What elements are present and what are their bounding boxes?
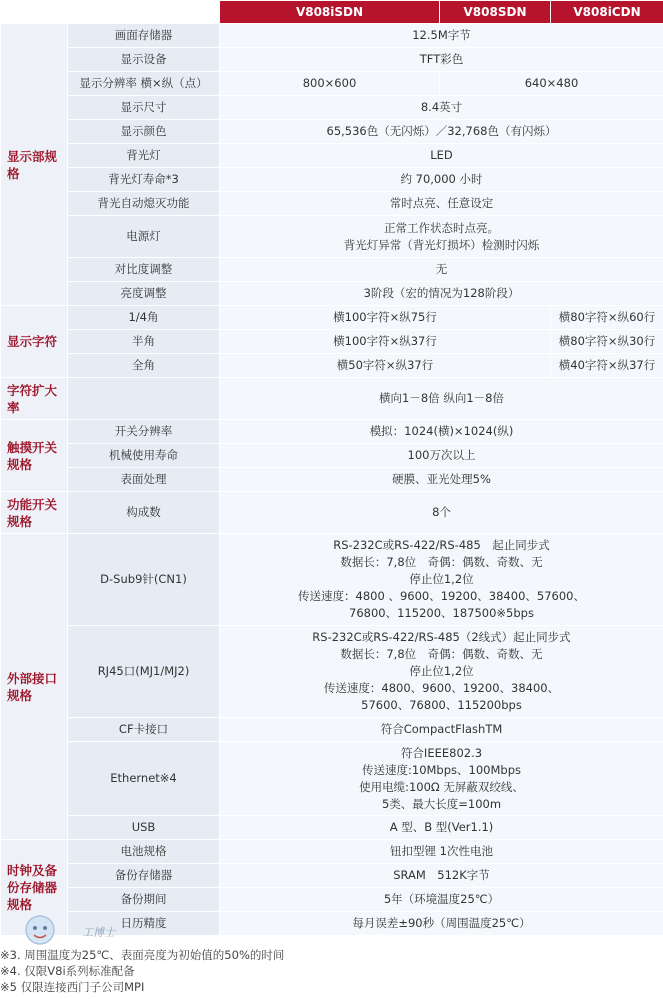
table-row <box>1 282 663 306</box>
row-value: 每月误差±90秒（周围温度25℃） <box>220 912 663 936</box>
value-line: 停止位1,2位 <box>409 664 474 678</box>
row-label: 电源灯 <box>68 216 220 258</box>
value-line: 正常工作状态时点亮。 <box>384 220 499 235</box>
category-zoom: 字符扩大率 <box>1 378 68 420</box>
table-row <box>1 468 663 492</box>
table-row <box>1 258 663 282</box>
row-label: 备份期间 <box>68 888 220 912</box>
value-line: RS-232C或RS-422/RS-485（2线式）起止同步式 <box>312 630 571 644</box>
row-value: 横80字符×纵60行 <box>551 306 663 330</box>
model-v808icdn: V808iCDN <box>551 1 663 24</box>
row-value: 800×600 <box>220 72 440 96</box>
table-row <box>1 888 663 912</box>
table-row <box>1 864 663 888</box>
table-row <box>1 96 663 120</box>
row-value: 12.5M字节 <box>220 24 663 48</box>
table-row <box>1 192 663 216</box>
value-line: 使用电缆:100Ω 无屏蔽双绞线、 <box>359 779 524 794</box>
row-label: USB <box>68 816 220 840</box>
row-value: 钮扣型锂 1次性电池 <box>220 840 663 864</box>
table-row <box>1 492 663 534</box>
row-value: 硬膜、亚光处理5% <box>220 468 663 492</box>
row-label: 电池规格 <box>68 840 220 864</box>
category-touch: 触摸开关规格 <box>1 420 68 492</box>
row-value: 常时点亮、任意设定 <box>220 192 663 216</box>
value-line: RS-232C或RS-422/RS-485 起止同步式 <box>333 538 550 552</box>
mascot-icon <box>26 916 54 944</box>
footnotes <box>0 947 284 995</box>
row-label: 显示设备 <box>68 48 220 72</box>
table-row <box>1 144 663 168</box>
table-row <box>1 378 663 420</box>
table-row <box>1 534 663 626</box>
row-label: 画面存储器 <box>68 24 220 48</box>
value-line: 传送速度：4800 、9600、19200、38400、57600、 <box>298 589 585 603</box>
footnote: ※5 仅限连接西门子公司MPI <box>0 980 145 994</box>
row-label: 背光自动熄灭功能 <box>68 192 220 216</box>
row-value: 100万次以上 <box>220 444 663 468</box>
row-value: 3阶段（宏的情况为128阶段） <box>220 282 663 306</box>
footnote: ※4. 仅限V8i系列标准配备 <box>0 964 135 978</box>
table-row <box>1 816 663 840</box>
model-v808isdn: V808iSDN <box>220 1 440 24</box>
row-label: 日历精度 <box>68 912 220 936</box>
row-value <box>220 626 663 718</box>
row-label: 备份存储器 <box>68 864 220 888</box>
row-value: TFT彩色 <box>220 48 663 72</box>
table-row <box>1 72 663 96</box>
row-label: 开关分辨率 <box>68 420 220 444</box>
row-label: D-Sub9针(CN1) <box>68 534 220 626</box>
row-label: 半角 <box>68 330 220 354</box>
row-value <box>220 742 663 816</box>
row-value: 约 70,000 小时 <box>220 168 663 192</box>
category-func: 功能开关规格 <box>1 492 68 534</box>
table-row <box>1 718 663 742</box>
row-value: 横50字符×纵37行 <box>220 354 551 378</box>
row-label: 全角 <box>68 354 220 378</box>
table-row <box>1 840 663 864</box>
row-label: 背光灯寿命*3 <box>68 168 220 192</box>
row-value: A 型、B 型(Ver1.1) <box>220 816 663 840</box>
category-ext: 外部接口规格 <box>1 534 68 840</box>
row-label: 表面处理 <box>68 468 220 492</box>
row-label: 显示颜色 <box>68 120 220 144</box>
category-clock: 时钟及备份存储器规格 <box>1 840 68 936</box>
row-value: SRAM 512K字节 <box>220 864 663 888</box>
category-chars: 显示字符 <box>1 306 68 378</box>
row-value: 横向1－8倍 纵向1－8倍 <box>220 378 663 420</box>
row-label: Ethernet※4 <box>68 742 220 816</box>
row-label: 机械使用寿命 <box>68 444 220 468</box>
row-value: 横100字符×纵75行 <box>220 306 551 330</box>
value-line: 传送速度：4800、9600、19200、38400、 <box>323 681 560 695</box>
header-row <box>1 1 663 24</box>
row-value: 65,536色（无闪烁）／32,768色（有闪烁） <box>220 120 663 144</box>
row-label: 显示尺寸 <box>68 96 220 120</box>
row-label: RJ45口(MJ1/MJ2) <box>68 626 220 718</box>
table-row <box>1 420 663 444</box>
footnote: ※3. 周围温度为25℃、表面亮度为初始值的50%的时间 <box>0 948 285 962</box>
row-value: 8.4英寸 <box>220 96 663 120</box>
watermark-text: 工博士 <box>82 926 115 939</box>
row-value <box>220 216 663 258</box>
table-row <box>1 354 663 378</box>
row-label: 显示分辨率 横×纵（点） <box>68 72 220 96</box>
table-row <box>1 626 663 718</box>
row-value: 符合CompactFlashTM <box>220 718 663 742</box>
table-row <box>1 330 663 354</box>
row-label: 构成数 <box>68 492 220 534</box>
row-label: CF卡接口 <box>68 718 220 742</box>
table-row <box>1 168 663 192</box>
row-value: 横40字符×纵37行 <box>551 354 663 378</box>
value-line: 数据长：7,8位 奇偶：偶数、奇数、无 <box>340 555 543 569</box>
table-row <box>1 24 663 48</box>
table-row <box>1 306 663 330</box>
value-line: 背光灯异常（背光灯损坏）检测时闪烁 <box>343 237 540 252</box>
row-value: 横80字符×纵30行 <box>551 330 663 354</box>
row-value: LED <box>220 144 663 168</box>
table-row <box>1 216 663 258</box>
row-value: 横100字符×纵37行 <box>220 330 551 354</box>
value-line: 76800、115200、187500※5bps <box>349 606 534 620</box>
row-label-empty <box>68 378 220 420</box>
row-label: 亮度调整 <box>68 282 220 306</box>
header-blank <box>1 1 220 24</box>
table-row <box>1 742 663 816</box>
row-label: 1/4角 <box>68 306 220 330</box>
value-line: 5类、最大长度=100m <box>381 796 502 811</box>
value-line: 57600、76800、115200bps <box>361 698 522 712</box>
row-value <box>220 534 663 626</box>
row-label: 对比度调整 <box>68 258 220 282</box>
model-v808sdn: V808SDN <box>440 1 551 24</box>
table-row <box>1 48 663 72</box>
row-label: 背光灯 <box>68 144 220 168</box>
row-value: 5年（环境温度25℃） <box>220 888 663 912</box>
value-line: 数据长：7,8位 奇偶：偶数、奇数、无 <box>340 647 543 661</box>
row-value: 模拟：1024(横)×1024(纵) <box>220 420 663 444</box>
table-row <box>1 120 663 144</box>
value-line: 符合IEEE802.3 <box>400 745 483 760</box>
row-value: 8个 <box>220 492 663 534</box>
category-display: 显示部规格 <box>1 24 68 306</box>
table-row <box>1 444 663 468</box>
row-value: 无 <box>220 258 663 282</box>
value-line: 停止位1,2位 <box>409 572 474 586</box>
row-value: 640×480 <box>440 72 663 96</box>
value-line: 传送速度:10Mbps、100Mbps <box>362 762 521 777</box>
